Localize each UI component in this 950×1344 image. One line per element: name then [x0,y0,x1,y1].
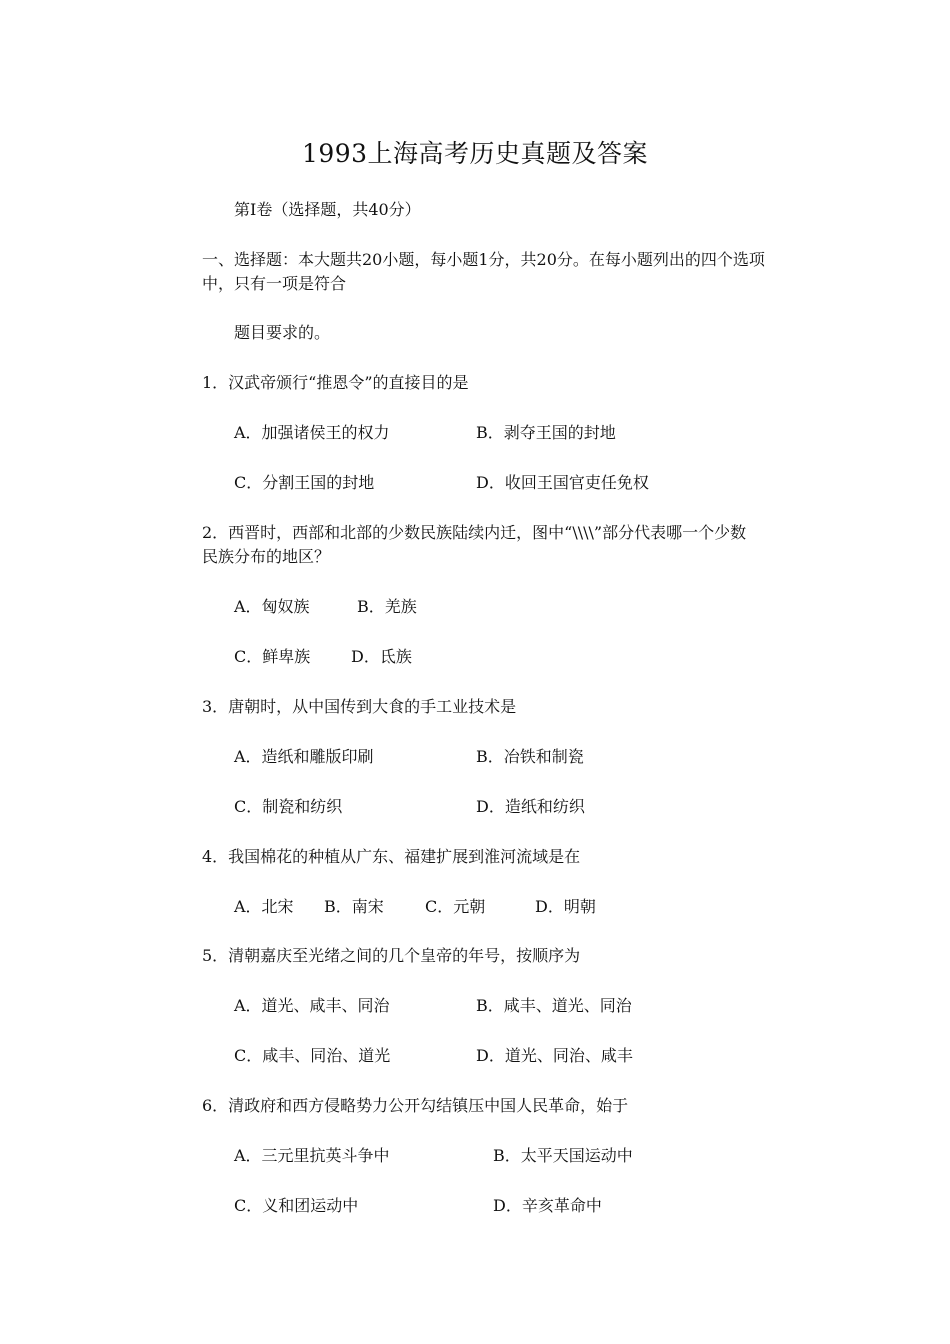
question-2-option-a: A．匈奴族 [234,597,310,616]
instructions-line-2: 中，只有一项是符合 [202,274,347,293]
document-title: 1993上海高考历史真题及答案 [301,139,649,168]
question-5-option-c: C．咸丰、同治、道光 [234,1046,391,1065]
question-5-stem: 5．清朝嘉庆至光绪之间的几个皇帝的年号，按顺序为 [202,946,581,965]
question-6-stem: 6．清政府和西方侵略势力公开勾结镇压中国人民革命，始于 [202,1096,629,1115]
question-4-option-a: A．北宋 [234,897,294,916]
question-4-option-b: B．南宋 [324,897,384,916]
instructions-line-3: 题目要求的。 [234,323,331,342]
question-6-option-d: D．辛亥革命中 [493,1196,602,1215]
question-1-stem: 1．汉武帝颁行“推恩令”的直接目的是 [202,373,469,392]
question-2-option-b: B．羌族 [357,597,417,616]
question-2-stem-line-1: 2．西晋时，西部和北部的少数民族陆续内迁，图中“\\\\”部分代表哪一个少数 [202,523,747,542]
section-heading: 第Ⅰ卷（选择题，共40分） [234,200,421,219]
question-5-option-a: A．道光、咸丰、同治 [234,996,390,1015]
question-1-option-d: D．收回王国官吏任免权 [476,473,649,492]
question-6-option-c: C．义和团运动中 [234,1196,359,1215]
question-3-stem: 3．唐朝时，从中国传到大食的手工业技术是 [202,697,517,716]
question-3-option-b: B．冶铁和制瓷 [476,747,584,766]
question-5-option-d: D．道光、同治、咸丰 [476,1046,633,1065]
question-6-option-a: A．三元里抗英斗争中 [234,1146,390,1165]
question-4-option-d: D．明朝 [535,897,596,916]
question-3-option-d: D．造纸和纺织 [476,797,585,816]
question-2-option-d: D．氐族 [351,647,412,666]
instructions-line-1: 一、选择题：本大题共20小题，每小题1分，共20分。在每小题列出的四个选项 [202,250,765,269]
question-2-stem-line-2: 民族分布的地区？ [202,547,331,566]
question-4-option-c: C．元朝 [425,897,486,916]
question-6-option-b: B．太平天国运动中 [493,1146,633,1165]
question-1-option-b: B．剥夺王国的封地 [476,423,616,442]
question-1-option-a: A．加强诸侯王的权力 [234,423,390,442]
question-3-option-c: C．制瓷和纺织 [234,797,343,816]
question-3-option-a: A．造纸和雕版印刷 [234,747,374,766]
question-2-option-c: C．鲜卑族 [234,647,311,666]
question-5-option-b: B．咸丰、道光、同治 [476,996,632,1015]
question-4-stem: 4．我国棉花的种植从广东、福建扩展到淮河流域是在 [202,847,581,866]
question-1-option-c: C．分割王国的封地 [234,473,375,492]
